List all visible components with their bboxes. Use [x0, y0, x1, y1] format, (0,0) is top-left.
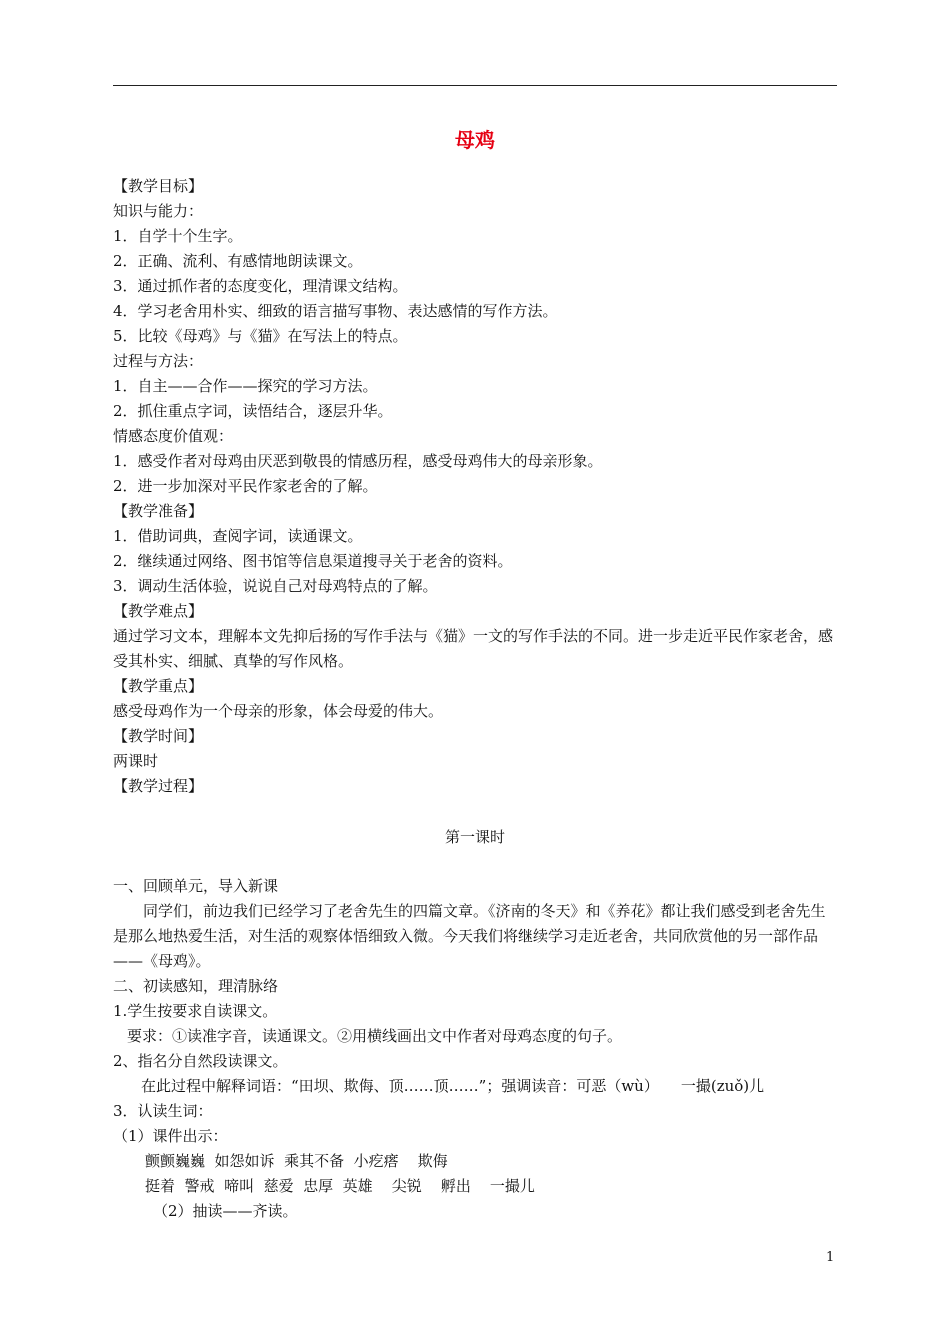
- list-item: 1．借助词典，查阅字词，读通课文。: [113, 527, 363, 545]
- part1-paragraph: 同学们，前边我们已经学习了老舍先生的四篇文章。《济南的冬天》和《养花》都让我们感受到老舍先生是那么地热爱生活，对生活的观察体悟细致入微。今天我们将继续学习走近老舍，共同欣赏他的另一部作品——《母鸡》。: [113, 902, 826, 970]
- step-3: 3．认读生词：: [113, 1102, 213, 1120]
- list-item: 1．感受作者对母鸡由厌恶到敬畏的情感历程，感受母鸡伟大的母亲形象。: [113, 452, 603, 470]
- vocab-row-2: 挺着 警戒 啼叫 慈爱 忠厚 英雄 尖锐 孵出 一撮儿: [145, 1177, 535, 1195]
- step-2-detail-b: 一撮(zuǒ)儿: [680, 1077, 765, 1095]
- part2-heading: 二、初读感知，理清脉络: [113, 977, 279, 995]
- list-item: 3．通过抓作者的态度变化，理清课文结构。: [113, 277, 408, 295]
- list-item: 1．自主——合作——探究的学习方法。: [113, 377, 378, 395]
- section-heading-prep: 【教学准备】: [113, 502, 204, 520]
- step-1: 1.学生按要求自读课文。: [113, 1002, 278, 1020]
- header-rule: [113, 85, 837, 86]
- list-item: 2．继续通过网络、图书馆等信息渠道搜寻关于老舍的资料。: [113, 552, 513, 570]
- document-body: [113, 174, 837, 1224]
- list-item: 4．学习老舍用朴实、细致的语言描写事物、表达感情的写作方法。: [113, 302, 558, 320]
- step-1-requirement: 要求：①读准字音，读通课文。②用横线画出文中作者对母鸡态度的句子。: [127, 1027, 623, 1045]
- section-heading-time: 【教学时间】: [113, 727, 204, 745]
- list-item: 3．调动生活体验，说说自己对母鸡特点的了解。: [113, 577, 438, 595]
- list-item: 5．比较《母鸡》与《猫》在写法上的特点。: [113, 327, 408, 345]
- step-2-detail-a: 在此过程中解释词语：“田坝、欺侮、顶……顶……”；强调读音：可恶（wù）: [141, 1077, 659, 1095]
- page-number: 1: [826, 1250, 835, 1265]
- list-item: 1．自学十个生字。: [113, 227, 243, 245]
- subheading-process: 过程与方法：: [113, 352, 204, 370]
- subheading-emotion: 情感态度价值观：: [113, 427, 234, 445]
- list-item: 2．进一步加深对平民作家老舍的了解。: [113, 477, 378, 495]
- lesson-heading: 第一课时: [444, 828, 505, 846]
- step-2: 2、指名分自然段读课文。: [113, 1052, 288, 1070]
- section-heading-goals: 【教学目标】: [113, 177, 204, 195]
- focus-paragraph: 感受母鸡作为一个母亲的形象，体会母爱的伟大。: [113, 702, 444, 720]
- step-3-sub-1: （1）课件出示：: [113, 1127, 228, 1145]
- section-heading-process: 【教学过程】: [113, 777, 204, 795]
- step-2-detail: [113, 1074, 837, 1099]
- list-item: 2．抓住重点字词，读悟结合，逐层升华。: [113, 402, 393, 420]
- difficulty-paragraph: 通过学习文本，理解本文先抑后扬的写作手法与《猫》一文的写作手法的不同。进一步走近平民作家老舍，感受其朴实、细腻、真挚的写作风格。: [113, 627, 834, 670]
- section-heading-focus: 【教学重点】: [113, 677, 204, 695]
- subheading-knowledge: 知识与能力：: [113, 202, 204, 220]
- step-3-sub-2: （2）抽读——齐读。: [153, 1202, 298, 1220]
- part1-heading: 一、回顾单元，导入新课: [113, 877, 279, 895]
- time-text: 两课时: [113, 752, 159, 770]
- section-heading-difficulty: 【教学难点】: [113, 602, 204, 620]
- list-item: 2．正确、流利、有感情地朗读课文。: [113, 252, 363, 270]
- vocab-row-1: 颤颤巍巍 如怨如诉 乘其不备 小疙瘩 欺侮: [145, 1152, 448, 1170]
- document-title: 母鸡: [455, 128, 495, 152]
